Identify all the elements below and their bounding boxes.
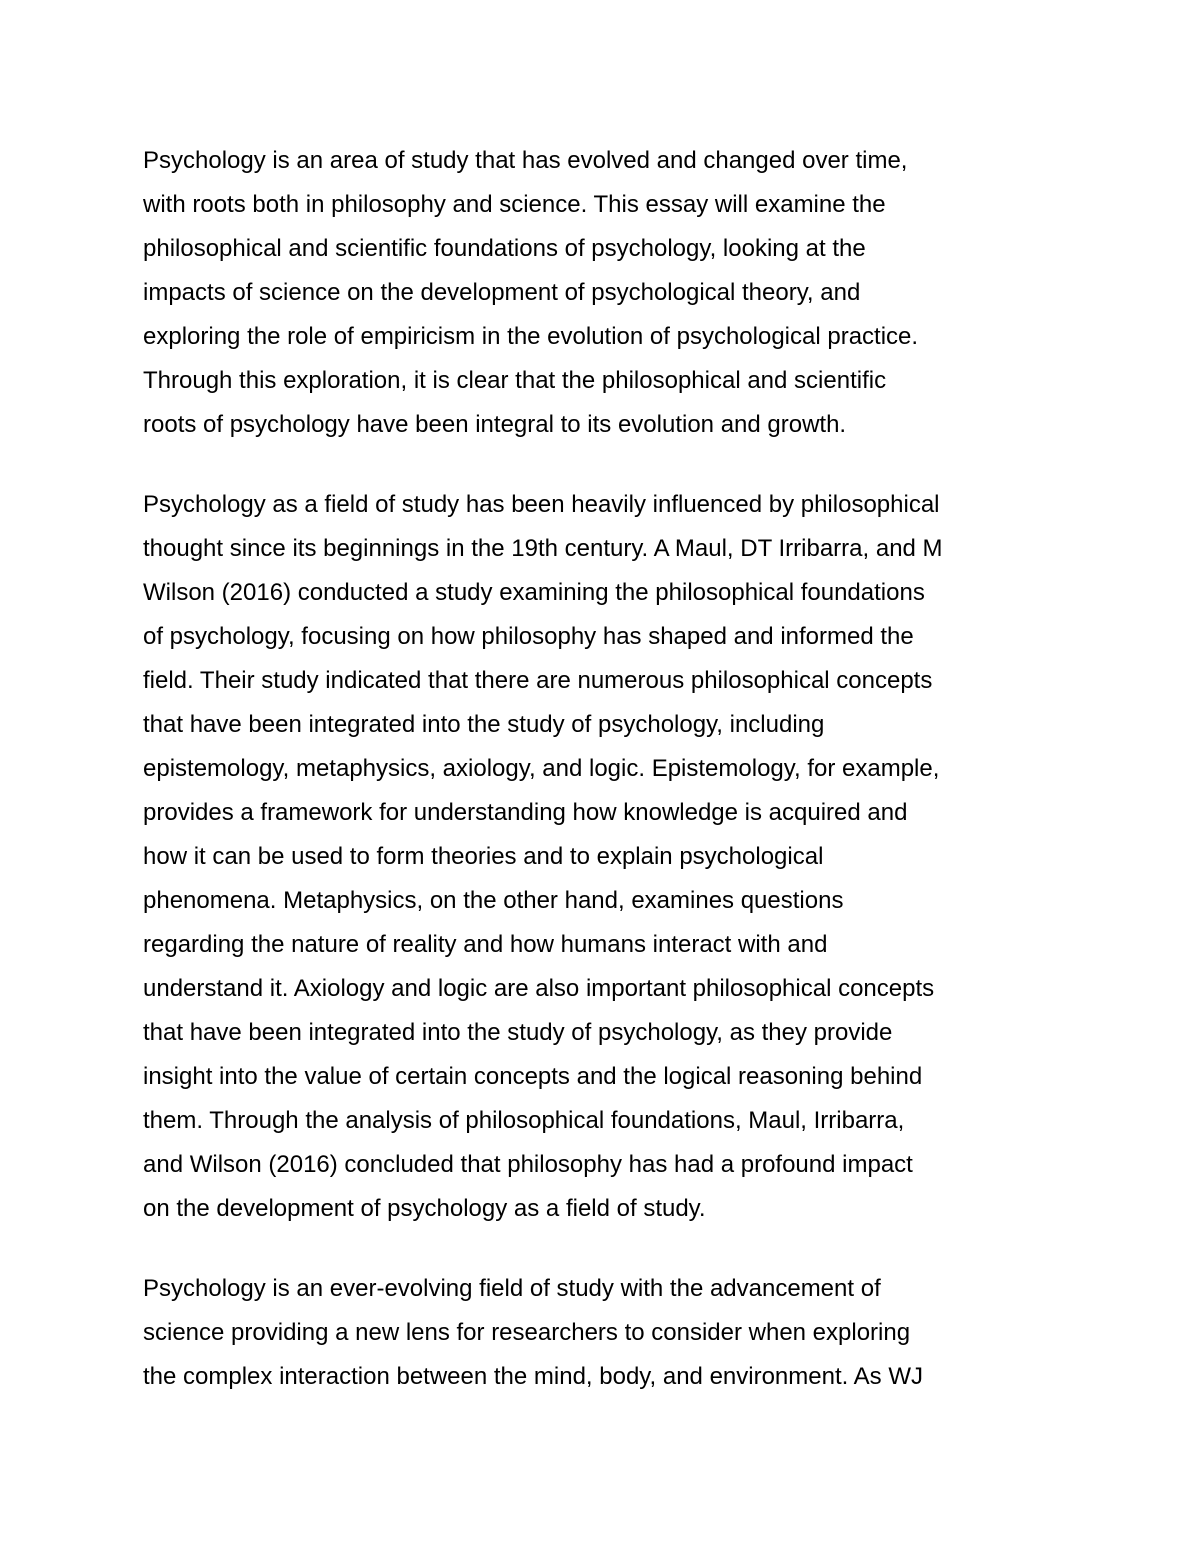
- text-line: that have been integrated into the study of psychology, including: [143, 711, 825, 738]
- text-line: how it can be used to form theories and to explain psychological: [143, 843, 824, 870]
- paragraph-intro: [143, 139, 1083, 447]
- text-line: and Wilson (2016) concluded that philosophy has had a profound impact: [143, 1151, 913, 1178]
- text-line: provides a framework for understanding how knowledge is acquired and: [143, 799, 908, 826]
- text-line: Psychology is an ever-evolving field of study with the advancement of: [143, 1275, 881, 1302]
- text-line: science providing a new lens for researchers to consider when exploring: [143, 1319, 911, 1346]
- text-line: on the development of psychology as a field of study.: [143, 1195, 706, 1222]
- text-line: the complex interaction between the mind, body, and environment. As WJ: [143, 1363, 923, 1390]
- paragraph-science: [143, 1267, 1083, 1399]
- text-line: understand it. Axiology and logic are also important philosophical concepts: [143, 975, 935, 1002]
- text-line: impacts of science on the development of psychological theory, and: [143, 279, 861, 306]
- text-line: with roots both in philosophy and science. This essay will examine the: [143, 191, 886, 218]
- text-line: Psychology is an area of study that has evolved and changed over time,: [143, 147, 908, 174]
- text-line: Wilson (2016) conducted a study examining the philosophical foundations: [143, 579, 925, 606]
- text-line: exploring the role of empiricism in the evolution of psychological practice.: [143, 323, 919, 350]
- text-line: philosophical and scientific foundations of psychology, looking at the: [143, 235, 866, 262]
- text-line: thought since its beginnings in the 19th century. A Maul, DT Irribarra, and M: [143, 535, 943, 562]
- text-line: of psychology, focusing on how philosophy has shaped and informed the: [143, 623, 914, 650]
- text-line: epistemology, metaphysics, axiology, and logic. Epistemology, for example,: [143, 755, 940, 782]
- essay-body: [143, 139, 1083, 1399]
- text-line: Psychology as a field of study has been heavily influenced by philosophical: [143, 491, 940, 518]
- text-line: field. Their study indicated that there are numerous philosophical concepts: [143, 667, 933, 694]
- text-line: Through this exploration, it is clear that the philosophical and scientific: [143, 367, 887, 394]
- text-line: that have been integrated into the study of psychology, as they provide: [143, 1019, 893, 1046]
- text-line: insight into the value of certain concepts and the logical reasoning behind: [143, 1063, 923, 1090]
- text-line: them. Through the analysis of philosophical foundations, Maul, Irribarra,: [143, 1107, 905, 1134]
- text-line: regarding the nature of reality and how humans interact with and: [143, 931, 828, 958]
- text-line: phenomena. Metaphysics, on the other hand, examines questions: [143, 887, 844, 914]
- paragraph-philosophy: [143, 483, 1083, 1231]
- text-line: roots of psychology have been integral to its evolution and growth.: [143, 411, 847, 438]
